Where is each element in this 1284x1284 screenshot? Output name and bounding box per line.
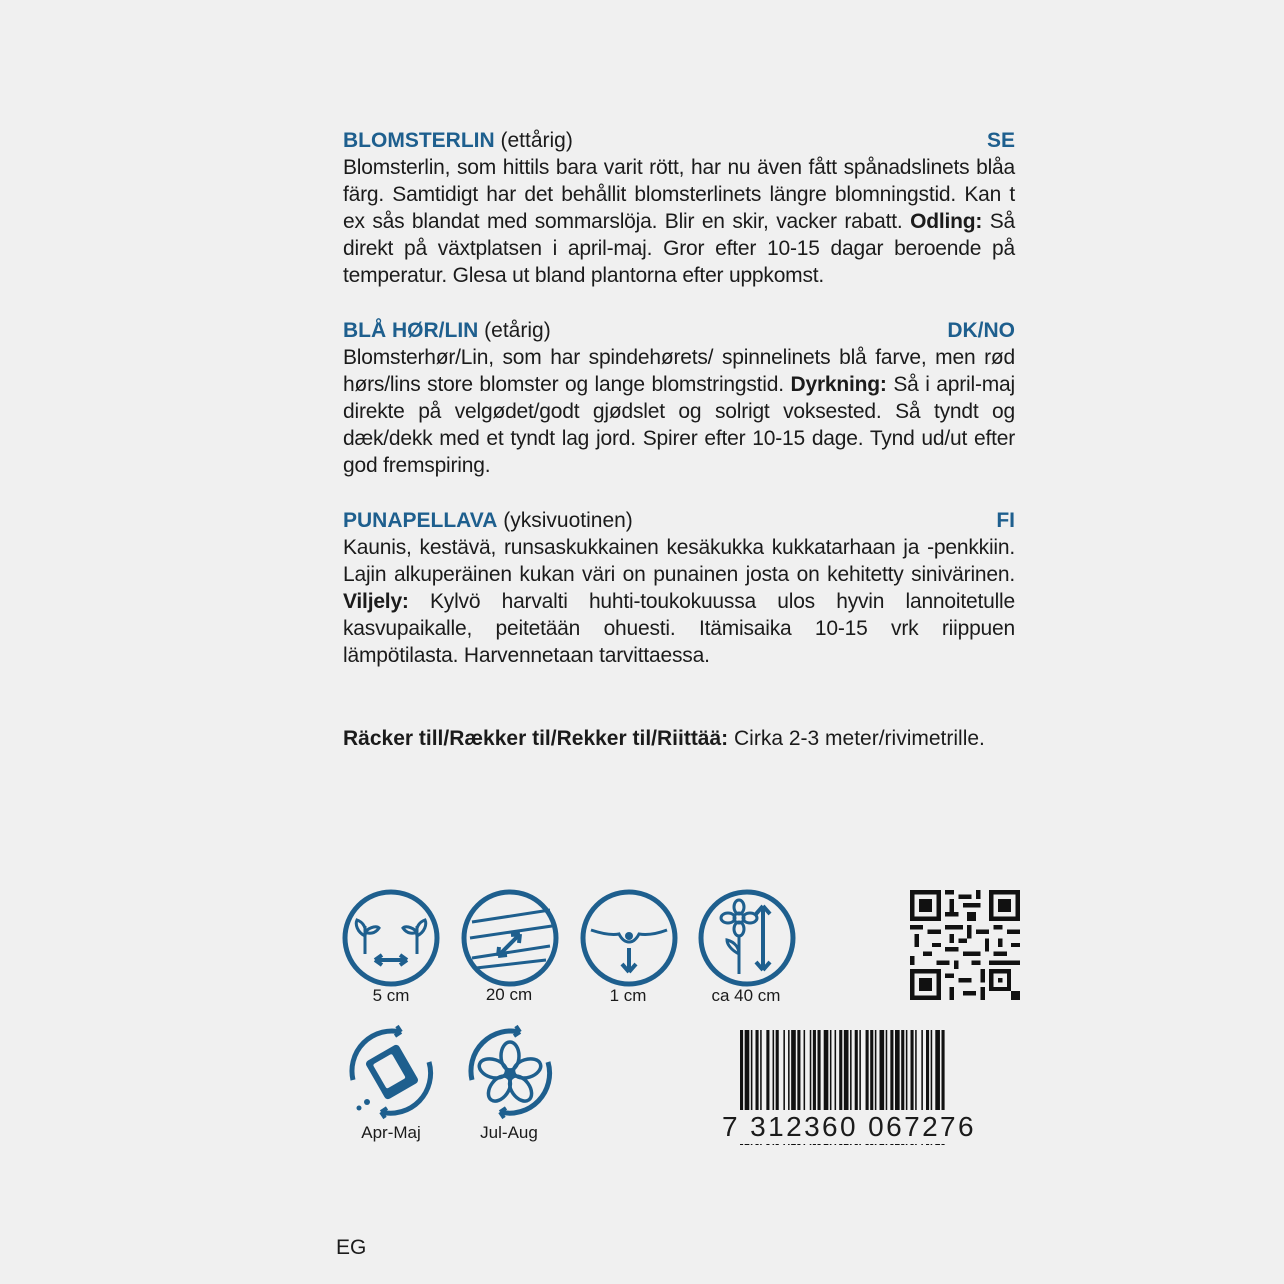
- coverage-value: Cirka 2-3 meter/rivimetrille.: [734, 727, 985, 750]
- cultivation-text: Kylvö harvalti huhti-toukokuussa ulos hyvin lannoitetulle kasvupaikalle, peitetään ohuesti. Itämisaika 10-15 vrk riippuen lämpötilasta. Harvennetaan tarvittaessa.: [343, 590, 1015, 667]
- sowing-depth-icon: [579, 888, 679, 988]
- cultivation-label: Odling:: [910, 210, 983, 233]
- cultivation-label: Viljely:: [343, 590, 409, 613]
- section-body: [343, 534, 1015, 669]
- plant-spacing-icon: [341, 888, 441, 988]
- plant-height-icon: [697, 888, 797, 988]
- language-code: SE: [986, 129, 1015, 152]
- producer-code: EG: [336, 1236, 367, 1259]
- section-subtitle: (etårig): [484, 319, 551, 342]
- cultivation-text: Så direkt på växtplatsen i april-maj. Gror efter 10-15 dagar beroende på temperatur. Glesa ut bland plantorna efter uppkomst.: [343, 210, 1016, 287]
- sowing-depth-caption: 1 cm: [609, 986, 647, 1005]
- description-text: Kaunis, kestävä, runsaskukkainen kesäkukka kukkatarhaan ja -penkkiin. Lajin alkuperäinen kukan väri on punainen josta on kehitetty sinivärinen.: [343, 536, 1015, 586]
- row-spacing-icon: [460, 888, 560, 988]
- section-fi: [343, 507, 1015, 669]
- qr-code[interactable]: [910, 890, 1020, 1000]
- sowing-time-caption: Apr-Maj: [361, 1123, 421, 1142]
- barcode-number: 7 312360 067276: [718, 1110, 980, 1144]
- section-se: [343, 127, 1015, 289]
- section-title: PUNAPELLAVA: [343, 509, 498, 532]
- description-text: Blomsterhør/Lin, som har spindehørets/ spinnelinets blå farve, men rød hørs/lins store blomster og lange blomstringstid.: [343, 346, 1015, 396]
- cultivation-text: Så i april-maj direkte på velgødet/godt gjødslet og solrigt voksested. Så tyndt og dæk/dekk med et tyndt lag jord. Spirer efter 10-15 dage. Tynd ud/ut efter god fremspiring.: [343, 373, 1015, 477]
- flowering-time-icon: [460, 1022, 560, 1122]
- plant-spacing-caption: 5 cm: [372, 986, 410, 1005]
- row-spacing-caption: 20 cm: [485, 985, 533, 1004]
- description-text: Blomsterlin, som hittils bara varit rött, har nu även fått spånadslinets blåa färg. Samtidigt har det behållit blomsterlinets längre blomningstid. Kan t ex sås blandat med sommarslöja. Blir en skir, vacker rabatt.: [343, 156, 1015, 233]
- plant-height-caption: ca 40 cm: [711, 986, 781, 1005]
- language-code: DK/NO: [947, 319, 1015, 342]
- coverage-label: Räcker till/Rækker til/Rekker til/Riittää:: [343, 727, 729, 750]
- section-subtitle: (yksivuotinen): [503, 509, 633, 532]
- section-title: BLOMSTERLIN: [343, 129, 495, 152]
- section-header: [343, 507, 1015, 534]
- section-subtitle: (ettårig): [500, 129, 573, 152]
- flowering-time-caption: Jul-Aug: [480, 1123, 538, 1142]
- section-header: [343, 317, 1015, 344]
- coverage-line: [343, 725, 985, 752]
- sowing-time-icon: [341, 1022, 441, 1122]
- language-code: FI: [996, 509, 1015, 532]
- section-body: [343, 344, 1015, 479]
- section-title: BLÅ HØR/LIN: [343, 319, 479, 342]
- section-dk-no: [343, 317, 1015, 479]
- section-body: [343, 154, 1015, 289]
- section-header: [343, 127, 1015, 154]
- cultivation-label: Dyrkning:: [790, 373, 887, 396]
